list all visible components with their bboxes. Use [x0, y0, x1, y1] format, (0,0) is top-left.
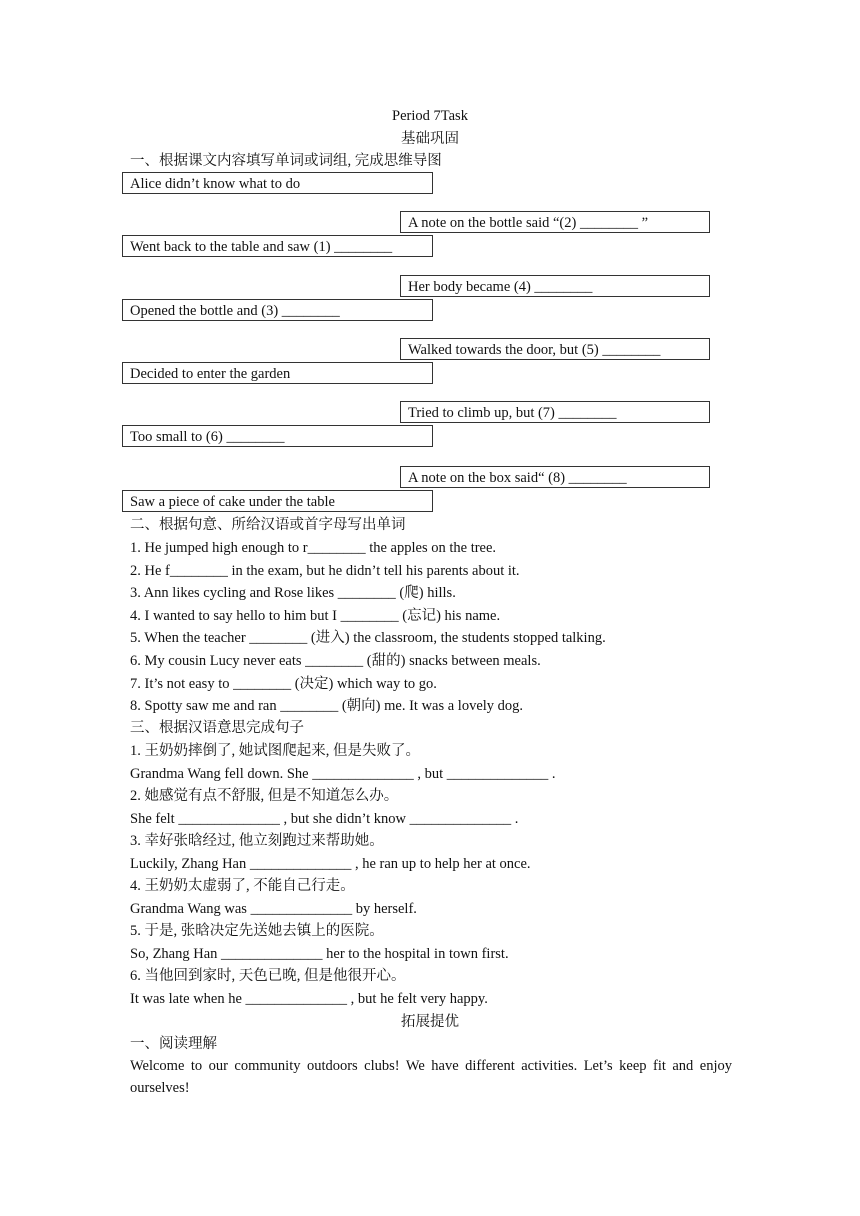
- mindmap-box-right-4: Tried to climb up, but (7) ________: [400, 401, 710, 423]
- section3-heading: 三、根据汉语意思完成句子: [130, 720, 304, 736]
- mindmap-box-left-2: Went back to the table and saw (1) ________: [122, 235, 433, 257]
- section3-sentence-en: Luckily, Zhang Han ______________ , he ran up to help her at once.: [130, 856, 531, 872]
- reading-paragraph: Welcome to our community outdoors clubs! We have different activities. Let’s keep fit and enjoy ourselves!: [130, 1058, 732, 1096]
- section2-heading: 二、根据句意、所给汉语或首字母写出单词: [130, 517, 406, 533]
- section3-prompt-cn: 4. 王奶奶太虚弱了, 不能自己行走。: [130, 878, 355, 894]
- mindmap-box-right-2: Her body became (4) ________: [400, 275, 710, 297]
- section-subtitle-basic: 基础巩固: [401, 131, 459, 147]
- section-title-extension: 拓展提优: [401, 1014, 459, 1030]
- reading-heading: 一、阅读理解: [130, 1036, 217, 1052]
- mindmap-box-left-1: Alice didn’t know what to do: [122, 172, 433, 194]
- section3-prompt-cn: 5. 于是, 张晗决定先送她去镇上的医院。: [130, 923, 384, 939]
- mindmap-box-left-3: Opened the bottle and (3) ________: [122, 299, 433, 321]
- section3-prompt-cn: 3. 幸好张晗经过, 他立刻跑过来帮助她。: [130, 833, 384, 849]
- section2-item: 6. My cousin Lucy never eats ________ (甜的) snacks between meals.: [130, 653, 541, 669]
- section2-item: 3. Ann likes cycling and Rose likes ________ (爬) hills.: [130, 585, 456, 601]
- section2-item: 5. When the teacher ________ (进入) the classroom, the students stopped talking.: [130, 630, 606, 646]
- section1-heading: 一、根据课文内容填写单词或词组, 完成思维导图: [130, 153, 442, 169]
- section3-sentence-en: It was late when he ______________ , but he felt very happy.: [130, 991, 488, 1007]
- section2-item: 8. Spotty saw me and ran ________ (朝向) me. It was a lovely dog.: [130, 698, 524, 714]
- section2-item: 2. He f________ in the exam, but he didn’t tell his parents about it.: [130, 563, 520, 579]
- page-title: Period 7Task: [392, 108, 468, 124]
- section2-item: 1. He jumped high enough to r________ the apples on the tree.: [130, 540, 497, 556]
- mindmap-box-left-6: Saw a piece of cake under the table: [122, 490, 433, 512]
- mindmap-box-right-1: A note on the bottle said “(2) ________ ”: [400, 211, 710, 233]
- section3-prompt-cn: 1. 王奶奶摔倒了, 她试图爬起来, 但是失败了。: [130, 743, 420, 759]
- section3-prompt-cn: 6. 当他回到家时, 天色已晚, 但是他很开心。: [130, 968, 406, 984]
- section2-item: 4. I wanted to say hello to him but I ________ (忘记) his name.: [130, 608, 501, 624]
- mindmap-box-left-4: Decided to enter the garden: [122, 362, 433, 384]
- section3-sentence-en: She felt ______________ , but she didn’t know ______________ .: [130, 811, 519, 827]
- section3-sentence-en: Grandma Wang was ______________ by herself.: [130, 901, 417, 917]
- section3-sentence-en: So, Zhang Han ______________ her to the hospital in town first.: [130, 946, 509, 962]
- mindmap-box-right-3: Walked towards the door, but (5) ________: [400, 338, 710, 360]
- mindmap-box-right-5: A note on the box said“ (8) ________: [400, 466, 710, 488]
- mindmap-box-left-5: Too small to (6) ________: [122, 425, 433, 447]
- section3-sentence-en: Grandma Wang fell down. She ______________ , but ______________ .: [130, 766, 556, 782]
- section2-item: 7. It’s not easy to ________ (决定) which way to go.: [130, 676, 437, 692]
- section3-prompt-cn: 2. 她感觉有点不舒服, 但是不知道怎么办。: [130, 788, 399, 804]
